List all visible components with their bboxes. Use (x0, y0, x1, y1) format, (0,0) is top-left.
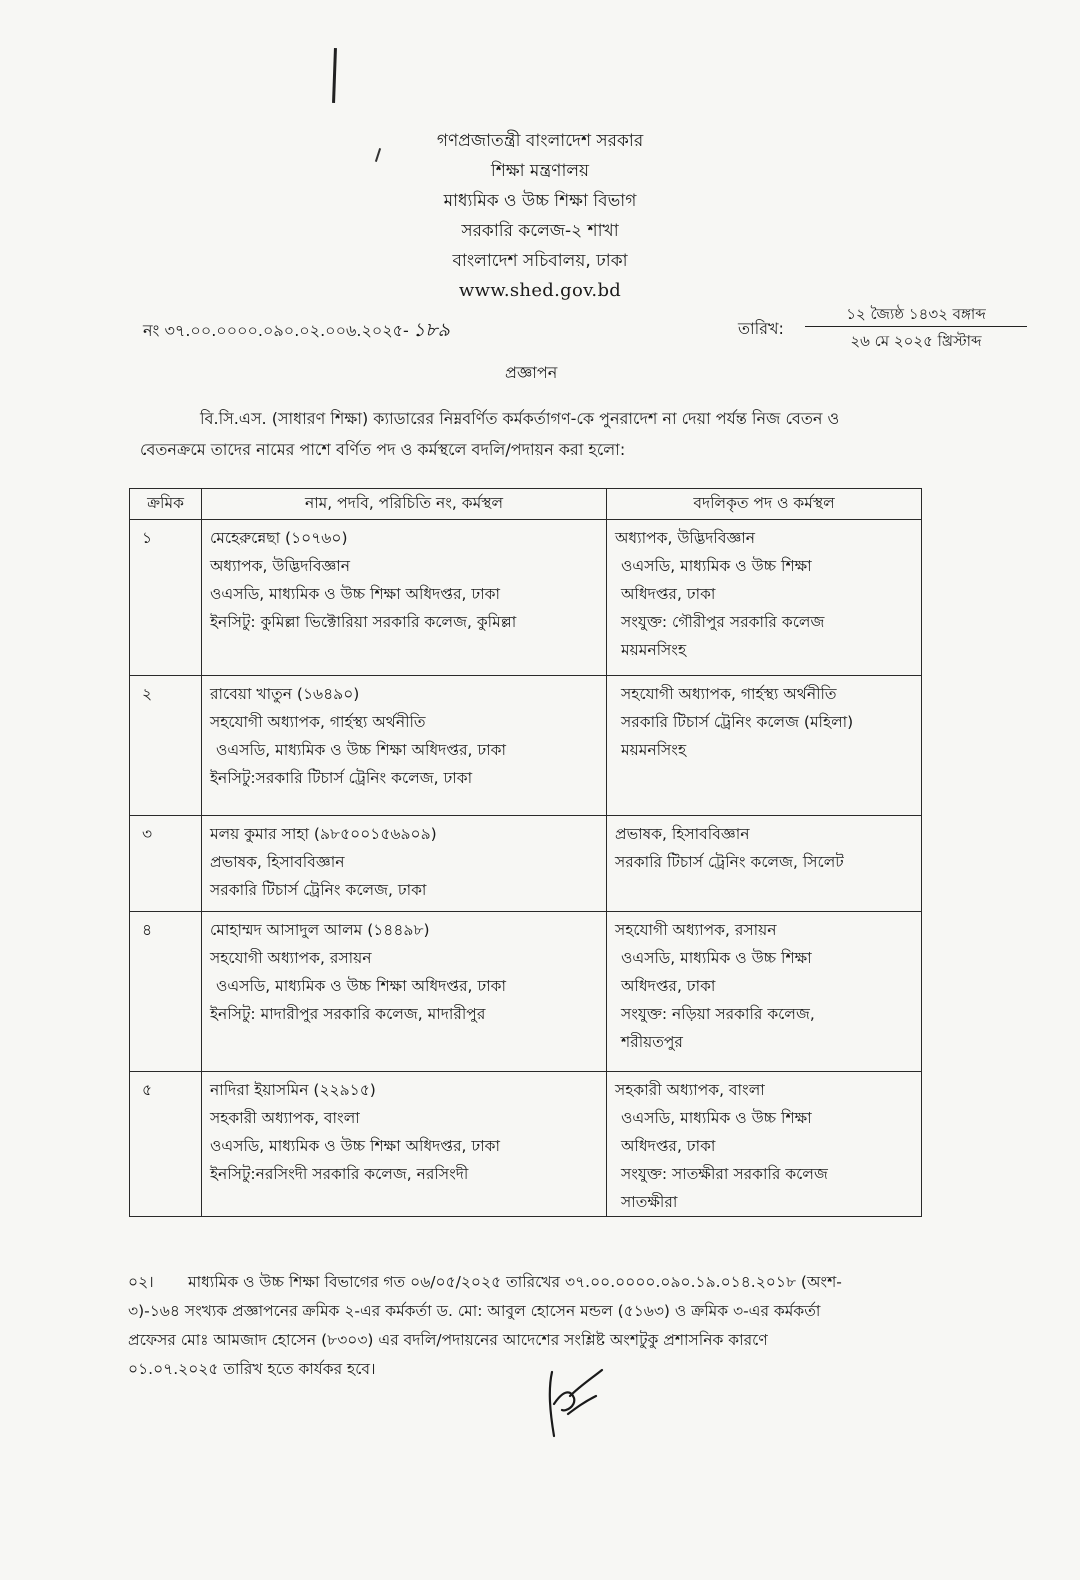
row-serial: ১ (130, 520, 202, 676)
date-gregorian: ২৬ মে ২০২৫ খ্রিস্টাব্দ (850, 332, 982, 350)
date-bangla: ১২ জ্যৈষ্ঠ ১৪৩২ বঙ্গাব্দ (805, 302, 1027, 327)
header-new-posting: বদলিকৃত পদ ও কর্মস্থল (607, 489, 922, 520)
row-serial: ৪ (130, 912, 202, 1072)
officer-name: নাদিরা ইয়াসমিন (২২৯১৫) (210, 1081, 376, 1099)
officer-workplace: ওএসডি, মাধ্যমিক ও উচ্চ শিক্ষা অধিদপ্তর, ঢাকা (216, 741, 506, 759)
new-attachment: সংযুক্ত: নড়িয়া সরকারি কলেজ, (621, 1005, 815, 1023)
officer-designation: অধ্যাপক, উদ্ভিদবিজ্ঞান (210, 557, 351, 575)
table-row (130, 676, 922, 816)
row-serial: ৩ (130, 816, 202, 912)
officer-designation: প্রভাষক, হিসাববিজ্ঞান (210, 853, 345, 871)
date-label: তারিখ: (738, 319, 784, 338)
officer-insitu: ইনসিটু:সরকারি টিচার্স ট্রেনিং কলেজ, ঢাকা (210, 769, 473, 787)
website-link[interactable]: www.shed.gov.bd (458, 280, 622, 301)
footnote-line-2: ৩)-১৬৪ সংখ্যক প্রজ্ঞাপনের ক্রমিক ২-এর কর্মকর্তা ড. মো: আবুল হোসেন মন্ডল (৫১৬৩) ও ক্রমিক ৩-এর কর্মকর্তা (128, 1302, 821, 1320)
officer-insitu: ইনসিটু: কুমিল্লা ভিক্টোরিয়া সরকারি কলেজ, কুমিল্লা (210, 613, 517, 631)
new-posting (607, 520, 922, 676)
memo-number (143, 316, 450, 348)
new-workplace: ওএসডি, মাধ্যমিক ও উচ্চ শিক্ষা (621, 949, 812, 967)
table-row (130, 912, 922, 1072)
footnote-line-4: ০১.০৭.২০২৫ তারিখ হতে কার্যকর হবে। (128, 1360, 376, 1378)
officer-designation: সহকারী অধ্যাপক, বাংলা (210, 1109, 360, 1127)
new-designation: সহযোগী অধ্যাপক, রসায়ন (615, 921, 777, 939)
office-address: বাংলাদেশ সচিবালয়, ঢাকা (452, 251, 628, 271)
row-serial: ৫ (130, 1072, 202, 1217)
notice-title: প্রজ্ঞাপন (505, 363, 558, 382)
footnote-line-1 (128, 1268, 950, 1297)
new-posting (607, 816, 922, 912)
current-posting (202, 676, 607, 816)
new-posting (607, 912, 922, 1072)
officer-workplace: ওএসডি, মাধ্যমিক ও উচ্চ শিক্ষা অধিদপ্তর, ঢাকা (210, 585, 500, 603)
footnote-paragraph (128, 1268, 950, 1384)
officer-designation: সহযোগী অধ্যাপক, গার্হস্থ্য অর্থনীতি (210, 713, 426, 731)
header-serial: ক্রমিক (130, 489, 202, 520)
officer-name: মেহেরুন্নেছা (১০৭৬০) (210, 529, 348, 547)
header-current-posting: নাম, পদবি, পরিচিতি নং, কর্মস্থল (202, 489, 607, 520)
officer-insitu: ইনসিটু: মাদারীপুর সরকারি কলেজ, মাদারীপুর (210, 1005, 486, 1023)
officer-workplace: ওএসডি, মাধ্যমিক ও উচ্চ শিক্ষা অধিদপ্তর, ঢাকা (210, 1137, 500, 1155)
table-row (130, 1072, 922, 1217)
officer-name: মোহাম্মদ আসাদুল আলম (১৪৪৯৮) (210, 921, 430, 939)
new-workplace: সরকারি টিচার্স ট্রেনিং কলেজ (মহিলা) (621, 713, 854, 731)
current-posting (202, 912, 607, 1072)
officer-designation: সহযোগী অধ্যাপক, রসায়ন (210, 949, 372, 967)
signature-icon (540, 1362, 610, 1442)
transfer-table (129, 488, 922, 1217)
new-posting (607, 676, 922, 816)
row-serial: ২ (130, 676, 202, 816)
new-designation: অধ্যাপক, উদ্ভিদবিজ্ঞান (615, 529, 756, 547)
memo-number-text: নং ৩৭.০০.০০০০.০৯০.০২.০০৬.২০২৫- (143, 321, 409, 340)
ministry-name: শিক্ষা মন্ত্রণালয় (490, 161, 590, 181)
ink-mark (332, 48, 337, 103)
new-attachment: শরীয়তপুর (621, 1033, 683, 1051)
table-header-row (130, 489, 922, 520)
new-attachment: সাতক্ষীরা (621, 1193, 678, 1211)
new-workplace: সরকারি টিচার্স ট্রেনিং কলেজ, সিলেট (615, 853, 844, 871)
new-workplace: অধিদপ্তর, ঢাকা (621, 977, 716, 995)
memo-number-handwritten: ১৮৯ (412, 319, 450, 341)
date-block (805, 302, 1027, 355)
footnote-line-3: প্রফেসর মোঃ আমজাদ হোসেন (৮৩০৩) এর বদলি/পদায়নের আদেশের সংশ্লিষ্ট অংশটুকু প্রশাসনিক কারণে (128, 1331, 768, 1349)
officer-insitu: ইনসিটু:নরসিংদী সরকারি কলেজ, নরসিংদী (210, 1165, 469, 1183)
intro-line-1: বি.সি.এস. (সাধারণ শিক্ষা) ক্যাডারের নিম্নবর্ণিত কর্মকর্তাগণ-কে পুনরাদেশ না দেয়া পর্যন্ত নিজ বেতন ও (200, 409, 840, 428)
current-posting (202, 816, 607, 912)
new-designation: প্রভাষক, হিসাববিজ্ঞান (615, 825, 750, 843)
table-row (130, 520, 922, 676)
officer-name: মলয় কুমার সাহা (৯৮৫০০১৫৬৯০৯) (210, 825, 437, 843)
letterhead (300, 126, 780, 306)
intro-line-2: বেতনক্রমে তাদের নামের পাশে বর্ণিত পদ ও কর্মস্থলে বদলি/পদায়ন করা হলো: (140, 440, 626, 459)
new-attachment: সংযুক্ত: সাতক্ষীরা সরকারি কলেজ (621, 1165, 828, 1183)
officer-workplace: সরকারি টিচার্স ট্রেনিং কলেজ, ঢাকা (210, 881, 427, 899)
branch-name: সরকারি কলেজ-২ শাখা (461, 221, 619, 241)
footnote-number: ০২। (128, 1273, 154, 1291)
new-workplace: অধিদপ্তর, ঢাকা (621, 1137, 716, 1155)
new-designation: সহকারী অধ্যাপক, বাংলা (615, 1081, 765, 1099)
new-workplace: ময়মনসিংহ (621, 741, 687, 759)
new-attachment: সংযুক্ত: গৌরীপুর সরকারি কলেজ (621, 613, 825, 631)
officer-name: রাবেয়া খাতুন (১৬৪৯০) (210, 685, 360, 703)
footnote-text: মাধ্যমিক ও উচ্চ শিক্ষা বিভাগের গত ০৬/০৫/২০২৫ তারিখের ৩৭.০০.০০০০.০৯০.১৯.০১৪.২০১৮ (অংশ- (188, 1273, 842, 1291)
new-designation: সহযোগী অধ্যাপক, গার্হস্থ্য অর্থনীতি (621, 685, 837, 703)
new-workplace: অধিদপ্তর, ঢাকা (621, 585, 716, 603)
current-posting (202, 520, 607, 676)
division-name: মাধ্যমিক ও উচ্চ শিক্ষা বিভাগ (443, 191, 637, 211)
new-attachment: ময়মনসিংহ (621, 641, 687, 659)
new-workplace: ওএসডি, মাধ্যমিক ও উচ্চ শিক্ষা (621, 1109, 812, 1127)
officer-workplace: ওএসডি, মাধ্যমিক ও উচ্চ শিক্ষা অধিদপ্তর, ঢাকা (216, 977, 506, 995)
current-posting (202, 1072, 607, 1217)
new-workplace: ওএসডি, মাধ্যমিক ও উচ্চ শিক্ষা (621, 557, 812, 575)
table-row (130, 816, 922, 912)
intro-paragraph (140, 403, 960, 465)
government-name: গণপ্রজাতন্ত্রী বাংলাদেশ সরকার (436, 131, 644, 151)
new-posting (607, 1072, 922, 1217)
